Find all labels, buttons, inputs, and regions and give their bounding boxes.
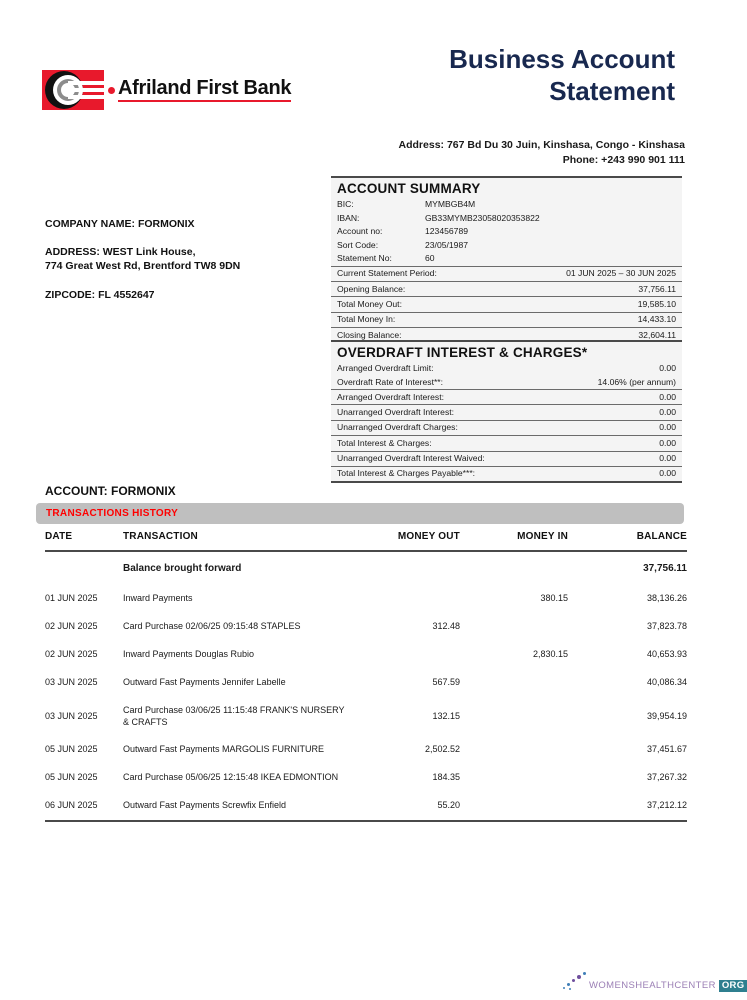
transaction-date: 05 JUN 2025 (45, 744, 98, 755)
bank-address: Address: 767 Bd Du 30 Juin, Kinshasa, Congo - Kinshasa (398, 139, 685, 151)
overdraft-rate-row (331, 376, 682, 390)
overdraft-limit-label: Arranged Overdraft Limit: (337, 363, 434, 374)
watermark-name: WOMENSHEALTHCENTER (589, 979, 716, 991)
account-holder-line: ACCOUNT: FORMONIX (45, 484, 176, 498)
transaction-money-in: 380.15 (540, 593, 568, 604)
transaction-money-in (468, 736, 572, 764)
bbf-label: Balance brought forward (123, 563, 242, 574)
customer-address-line1: ADDRESS: WEST Link House, (45, 246, 196, 259)
transaction-balance: 37,267.32 (646, 772, 687, 783)
summary-iban-row (331, 212, 682, 226)
transaction-money-in (468, 792, 572, 821)
page-title-line2: Statement (549, 75, 675, 106)
summary-statement-period-value: 01 JUN 2025 – 30 JUN 2025 (566, 268, 676, 279)
table-bottom-rule-row (45, 821, 687, 822)
overdraft-rate-label: Overdraft Rate of Interest**: (337, 376, 444, 387)
total-payable-row (331, 466, 682, 481)
customer-address-line2: 774 Great West Rd, Brentford TW8 9DN (45, 260, 241, 273)
customer-address (45, 245, 305, 273)
transaction-date: 01 JUN 2025 (45, 593, 98, 604)
bank-phone: Phone: +243 990 901 111 (562, 154, 685, 167)
transaction-balance: 37,212.12 (646, 800, 687, 811)
total-interest-charges-row (331, 435, 682, 450)
summary-opening-balance-label: Opening Balance: (337, 283, 406, 294)
summary-bic-value: MYMBGB4M (425, 199, 476, 210)
summary-bic-row (331, 198, 682, 212)
table-row (45, 585, 687, 613)
transaction-date: 05 JUN 2025 (45, 772, 98, 783)
customer-zipcode: ZIPCODE: FL 4552647 (45, 288, 155, 301)
summary-statement-no-value: 60 (425, 253, 435, 264)
transaction-description: Outward Fast Payments Jennifer Labelle (123, 676, 286, 687)
company-name: COMPANY NAME: FORMONIX (45, 218, 195, 230)
transaction-money-out: 55.20 (437, 800, 460, 811)
column-header-transaction: TRANSACTION (123, 531, 198, 542)
unarranged-overdraft-charges-value: 0.00 (659, 422, 676, 433)
transaction-money-out (350, 585, 468, 613)
table-row (45, 669, 687, 697)
transaction-date: 02 JUN 2025 (45, 621, 98, 632)
total-interest-charges-value: 0.00 (659, 437, 676, 448)
transaction-money-in (468, 764, 572, 792)
unarranged-overdraft-interest-value: 0.00 (659, 407, 676, 418)
bbf-money-in (468, 551, 572, 585)
transaction-description: Inward Payments Douglas Rubio (123, 648, 255, 659)
transaction-balance: 39,954.19 (646, 710, 687, 721)
footer-watermark (563, 966, 747, 992)
arranged-overdraft-interest-label: Arranged Overdraft Interest: (337, 391, 444, 402)
interest-waived-label: Unarranged Overdraft Interest Waived: (337, 453, 485, 464)
arranged-overdraft-interest-row (331, 389, 682, 404)
transaction-money-out: 567.59 (432, 676, 460, 687)
document-header (0, 0, 720, 175)
transaction-date: 06 JUN 2025 (45, 800, 98, 811)
summary-bic-label: BIC: (337, 199, 354, 210)
logo-dot-icon (108, 87, 115, 94)
page-title (255, 44, 675, 107)
transaction-money-in (468, 613, 572, 641)
summary-opening-balance-row (331, 281, 682, 296)
column-header-money-out: MONEY OUT (397, 531, 460, 542)
summary-statement-period-label: Current Statement Period: (337, 268, 437, 279)
page-title-line1: Business Account (449, 44, 675, 74)
transaction-description: Outward Fast Payments Screwfix Enfield (123, 800, 287, 811)
bbf-balance: 37,756.11 (643, 563, 687, 574)
transaction-description: Card Purchase 02/06/25 09:15:48 STAPLES (123, 621, 301, 632)
summary-total-money-in-label: Total Money In: (337, 314, 396, 325)
transaction-description: Card Purchase 05/06/25 12:15:48 IKEA EDMONTION (123, 772, 339, 783)
transaction-balance: 38,136.26 (646, 593, 687, 604)
overdraft-limit-value: 0.00 (659, 363, 676, 374)
transaction-money-out: 184.35 (432, 772, 460, 783)
account-summary-panel (331, 176, 682, 346)
total-payable-label: Total Interest & Charges Payable***: (337, 468, 476, 479)
summary-opening-balance-value: 37,756.11 (638, 283, 676, 294)
transaction-money-in (468, 669, 572, 697)
watermark-dots-icon (563, 970, 589, 992)
overdraft-limit-row (331, 362, 682, 376)
customer-details (45, 217, 305, 316)
unarranged-overdraft-interest-row (331, 404, 682, 419)
transaction-date: 03 JUN 2025 (45, 676, 98, 687)
summary-total-money-in-row (331, 312, 682, 327)
transaction-description: Inward Payments (123, 593, 193, 604)
summary-sort-code-label: Sort Code: (337, 239, 379, 250)
summary-statement-no-row (331, 252, 682, 266)
summary-closing-balance-value: 32,604.11 (638, 329, 676, 340)
total-payable-value: 0.00 (659, 468, 676, 479)
interest-waived-row (331, 451, 682, 466)
transaction-money-out (350, 641, 468, 669)
total-interest-charges-label: Total Interest & Charges: (337, 437, 432, 448)
transaction-money-out: 2,502.52 (424, 744, 460, 755)
transaction-money-in (468, 697, 572, 737)
table-row (45, 736, 687, 764)
transaction-date: 03 JUN 2025 (45, 710, 98, 721)
transactions-table-foot (45, 821, 687, 822)
interest-waived-value: 0.00 (659, 453, 676, 464)
unarranged-overdraft-interest-label: Unarranged Overdraft Interest: (337, 407, 455, 418)
unarranged-overdraft-charges-label: Unarranged Overdraft Charges: (337, 422, 458, 433)
transaction-money-out: 132.15 (432, 710, 460, 721)
transaction-balance: 37,823.78 (646, 621, 687, 632)
transaction-description: Card Purchase 03/06/25 11:15:48 FRANK'S NURSERY & CRAFTS (123, 704, 345, 727)
column-header-money-in: MONEY IN (517, 531, 568, 542)
afriland-logo-icon (42, 70, 104, 110)
transaction-balance: 40,653.93 (646, 648, 687, 659)
bank-contact-block (225, 138, 685, 168)
summary-iban-label: IBAN: (337, 212, 360, 223)
transaction-description: Outward Fast Payments MARGOLIS FURNITURE (123, 744, 325, 755)
transactions-history-label: TRANSACTIONS HISTORY (46, 508, 179, 519)
bbf-money-out (350, 551, 468, 585)
column-header-balance: BALANCE (636, 531, 687, 542)
summary-account-no-row (331, 225, 682, 239)
summary-statement-period-row (331, 266, 682, 281)
summary-total-money-out-value: 19,585.10 (637, 299, 676, 310)
arranged-overdraft-interest-value: 0.00 (659, 391, 676, 402)
transactions-history-band (36, 503, 684, 524)
table-row (45, 613, 687, 641)
overdraft-rate-value: 14.06% (per annum) (597, 376, 676, 387)
transactions-table-body (45, 551, 687, 821)
summary-closing-balance-label: Closing Balance: (337, 329, 402, 340)
watermark-suffix-badge: ORG (719, 980, 747, 993)
transactions-table (45, 531, 687, 822)
transaction-money-out: 312.48 (432, 621, 460, 632)
table-row (45, 792, 687, 821)
overdraft-panel (331, 340, 682, 483)
bank-name: Afriland First Bank (118, 78, 291, 102)
table-row (45, 641, 687, 669)
unarranged-overdraft-charges-row (331, 420, 682, 435)
balance-brought-forward-row (45, 551, 687, 585)
bbf-date (45, 551, 123, 585)
transaction-date: 02 JUN 2025 (45, 648, 98, 659)
summary-sort-code-value: 23/05/1987 (425, 239, 469, 250)
table-header-row (45, 531, 687, 551)
summary-statement-no-label: Statement No: (337, 253, 392, 264)
summary-total-money-out-label: Total Money Out: (337, 299, 402, 310)
overdraft-title: OVERDRAFT INTEREST & CHARGES* (337, 345, 588, 360)
summary-total-money-out-row (331, 296, 682, 311)
transaction-balance: 40,086.34 (646, 676, 687, 687)
summary-account-no-label: Account no: (337, 226, 383, 237)
table-row (45, 764, 687, 792)
summary-iban-value: GB33MYMB23058020353822 (425, 212, 540, 223)
bank-logo (42, 70, 291, 110)
account-summary-title: ACCOUNT SUMMARY (337, 181, 481, 196)
column-header-date: DATE (45, 531, 73, 542)
table-row (45, 697, 687, 737)
summary-sort-code-row (331, 239, 682, 253)
transactions-table-head (45, 531, 687, 551)
summary-account-no-value: 123456789 (425, 226, 469, 237)
transaction-money-in: 2,830.15 (532, 648, 568, 659)
transaction-balance: 37,451.67 (646, 744, 687, 755)
summary-total-money-in-value: 14,433.10 (637, 314, 676, 325)
table-bottom-rule (45, 821, 687, 822)
